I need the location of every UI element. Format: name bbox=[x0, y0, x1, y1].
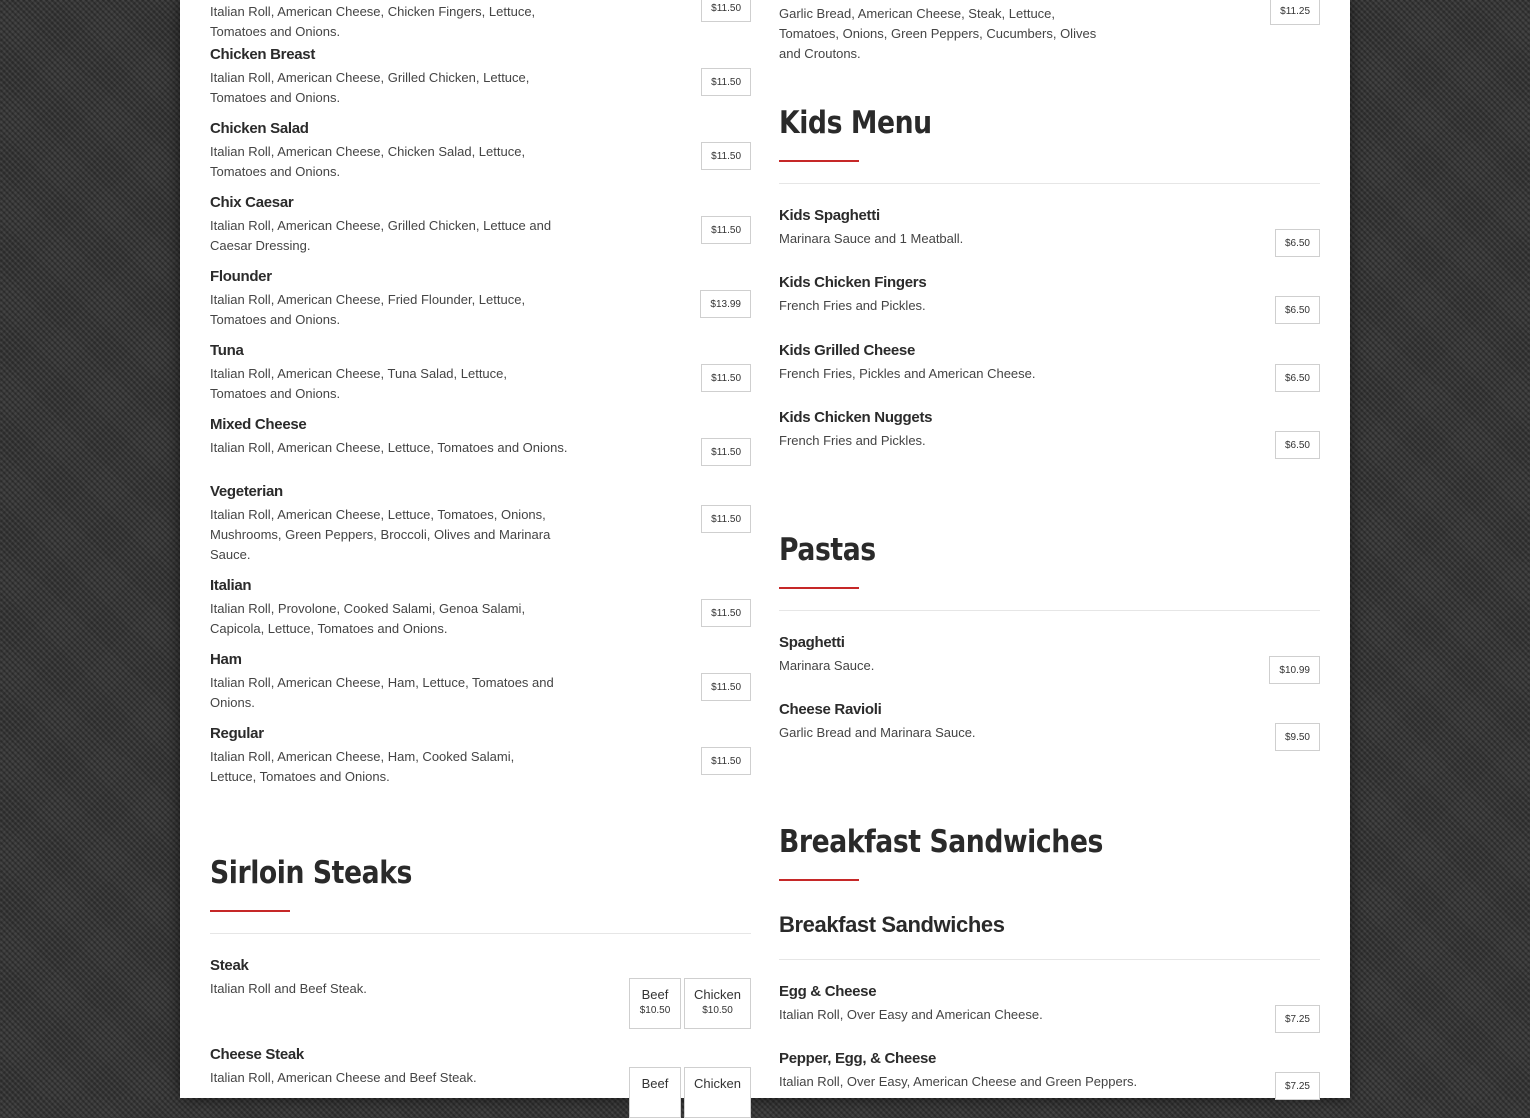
section-underline bbox=[779, 879, 859, 881]
item-description: Italian Roll, American Cheese, Grilled Chicken, Lettuce, Tomatoes and Onions. bbox=[210, 70, 530, 105]
option-label: Chicken bbox=[694, 987, 741, 1002]
item-name: Steak bbox=[210, 957, 249, 974]
price-badge: $11.50 bbox=[701, 599, 751, 627]
item-description: Italian Roll, American Cheese, Chicken Salad, Lettuce, Tomatoes and Onions. bbox=[210, 144, 526, 179]
section-underline bbox=[779, 587, 859, 589]
section-title-pastas: Pastas bbox=[779, 532, 876, 568]
item-description: Italian Roll, American Cheese, Grilled Chicken, Lettuce and Caesar Dressing. bbox=[210, 218, 552, 253]
price-badge: $11.50 bbox=[701, 142, 751, 170]
item-name: Kids Chicken Fingers bbox=[779, 274, 927, 291]
price-badge: $11.25 bbox=[1270, 0, 1320, 25]
item-description: Italian Roll, Provolone, Cooked Salami, Genoa Salami, Capicola, Lettuce, Tomatoes and Onions. bbox=[210, 601, 526, 636]
item-description: Italian Roll, Over Easy, American Cheese and Green Peppers. bbox=[779, 1074, 1138, 1089]
item-description: Marinara Sauce. bbox=[779, 658, 875, 673]
price-badge: $11.50 bbox=[701, 747, 751, 775]
item-description: Marinara Sauce and 1 Meatball. bbox=[779, 231, 964, 246]
price-badge: $11.50 bbox=[701, 364, 751, 392]
item-name: Tuna bbox=[210, 342, 244, 359]
price-badge: $7.25 bbox=[1275, 1005, 1320, 1033]
item-name: Spaghetti bbox=[779, 634, 845, 651]
item-description: Italian Roll and Beef Steak. bbox=[210, 981, 367, 996]
price-badge: $11.50 bbox=[701, 438, 751, 466]
item-description: Italian Roll, American Cheese, Chicken Fingers, Lettuce, Tomatoes and Onions. bbox=[210, 4, 536, 39]
section-divider bbox=[210, 933, 751, 934]
item-name: Egg & Cheese bbox=[779, 983, 877, 1000]
item-description: Garlic Bread and Marinara Sauce. bbox=[779, 725, 976, 740]
price-badge: $11.50 bbox=[701, 673, 751, 701]
subsection-title-breakfast: Breakfast Sandwiches bbox=[779, 912, 1005, 937]
option-label: Beef bbox=[641, 1076, 669, 1091]
section-title-kids: Kids Menu bbox=[779, 105, 932, 141]
option-label: Chicken bbox=[694, 1076, 741, 1091]
section-underline bbox=[779, 160, 859, 162]
price-badge: $10.99 bbox=[1269, 656, 1320, 684]
section-divider bbox=[779, 610, 1320, 611]
item-name: Chicken Salad bbox=[210, 120, 309, 137]
item-description: Italian Roll, Over Easy and American Cheese. bbox=[779, 1007, 1043, 1022]
price-badge: $11.50 bbox=[701, 505, 751, 533]
item-name: Vegeterian bbox=[210, 483, 283, 500]
price-badge: $7.25 bbox=[1275, 1072, 1320, 1100]
option-price: $10.50 bbox=[639, 1005, 671, 1016]
section-underline bbox=[210, 910, 290, 912]
item-description: Italian Roll, American Cheese, Fried Flounder, Lettuce, Tomatoes and Onions. bbox=[210, 292, 526, 327]
item-name: Kids Spaghetti bbox=[779, 207, 880, 224]
option-beef[interactable] bbox=[629, 1067, 681, 1118]
item-name: Regular bbox=[210, 725, 264, 742]
item-description: Garlic Bread, American Cheese, Steak, Lettuce, Tomatoes, Onions, Green Peppers, Cucumbers, Olives and Croutons. bbox=[779, 6, 1097, 61]
option-chicken[interactable] bbox=[684, 1067, 751, 1118]
item-description: Italian Roll, American Cheese, Lettuce, Tomatoes and Onions. bbox=[210, 440, 568, 455]
item-description: French Fries and Pickles. bbox=[779, 298, 926, 313]
item-description: Italian Roll, American Cheese and Beef Steak. bbox=[210, 1070, 477, 1085]
price-badge: $9.50 bbox=[1275, 723, 1320, 751]
menu-page bbox=[180, 0, 1350, 1098]
price-badge: $11.50 bbox=[701, 216, 751, 244]
item-name: Ham bbox=[210, 651, 242, 668]
item-name: Flounder bbox=[210, 268, 272, 285]
item-description: Italian Roll, American Cheese, Lettuce, Tomatoes, Onions, Mushrooms, Green Peppers, Broccoli, Olives and Marinara Sauce. bbox=[210, 507, 551, 562]
price-badge: $6.50 bbox=[1275, 296, 1320, 324]
price-badge: $11.50 bbox=[701, 68, 751, 96]
item-description: French Fries and Pickles. bbox=[779, 433, 926, 448]
option-chicken[interactable] bbox=[684, 978, 751, 1029]
option-label: Beef bbox=[641, 987, 669, 1002]
price-badge: $11.50 bbox=[701, 0, 751, 22]
section-title-sirloin: Sirloin Steaks bbox=[210, 855, 412, 891]
item-name: Kids Grilled Cheese bbox=[779, 342, 916, 359]
item-name: Italian bbox=[210, 577, 252, 594]
price-badge: $13.99 bbox=[700, 290, 751, 318]
item-description: Italian Roll, American Cheese, Ham, Lettuce, Tomatoes and Onions. bbox=[210, 675, 554, 710]
item-description: Italian Roll, American Cheese, Tuna Salad, Lettuce, Tomatoes and Onions. bbox=[210, 366, 508, 401]
price-badge: $6.50 bbox=[1275, 364, 1320, 392]
item-name: Pepper, Egg, & Cheese bbox=[779, 1050, 937, 1067]
item-description: Italian Roll, American Cheese, Ham, Cooked Salami, Lettuce, Tomatoes and Onions. bbox=[210, 749, 515, 784]
item-name: Chix Caesar bbox=[210, 194, 294, 211]
option-price: $10.50 bbox=[702, 1005, 733, 1016]
item-name: Chicken Breast bbox=[210, 46, 316, 63]
section-title-breakfast: Breakfast Sandwiches bbox=[779, 824, 1103, 860]
item-name: Cheese Steak bbox=[210, 1046, 304, 1063]
price-badge: $6.50 bbox=[1275, 431, 1320, 459]
section-divider bbox=[779, 183, 1320, 184]
price-badge: $6.50 bbox=[1275, 229, 1320, 257]
section-divider bbox=[779, 959, 1320, 960]
item-name: Cheese Ravioli bbox=[779, 701, 882, 718]
item-name: Kids Chicken Nuggets bbox=[779, 409, 933, 426]
item-description: French Fries, Pickles and American Cheese. bbox=[779, 366, 1036, 381]
item-name: Mixed Cheese bbox=[210, 416, 307, 433]
option-beef[interactable] bbox=[629, 978, 681, 1029]
